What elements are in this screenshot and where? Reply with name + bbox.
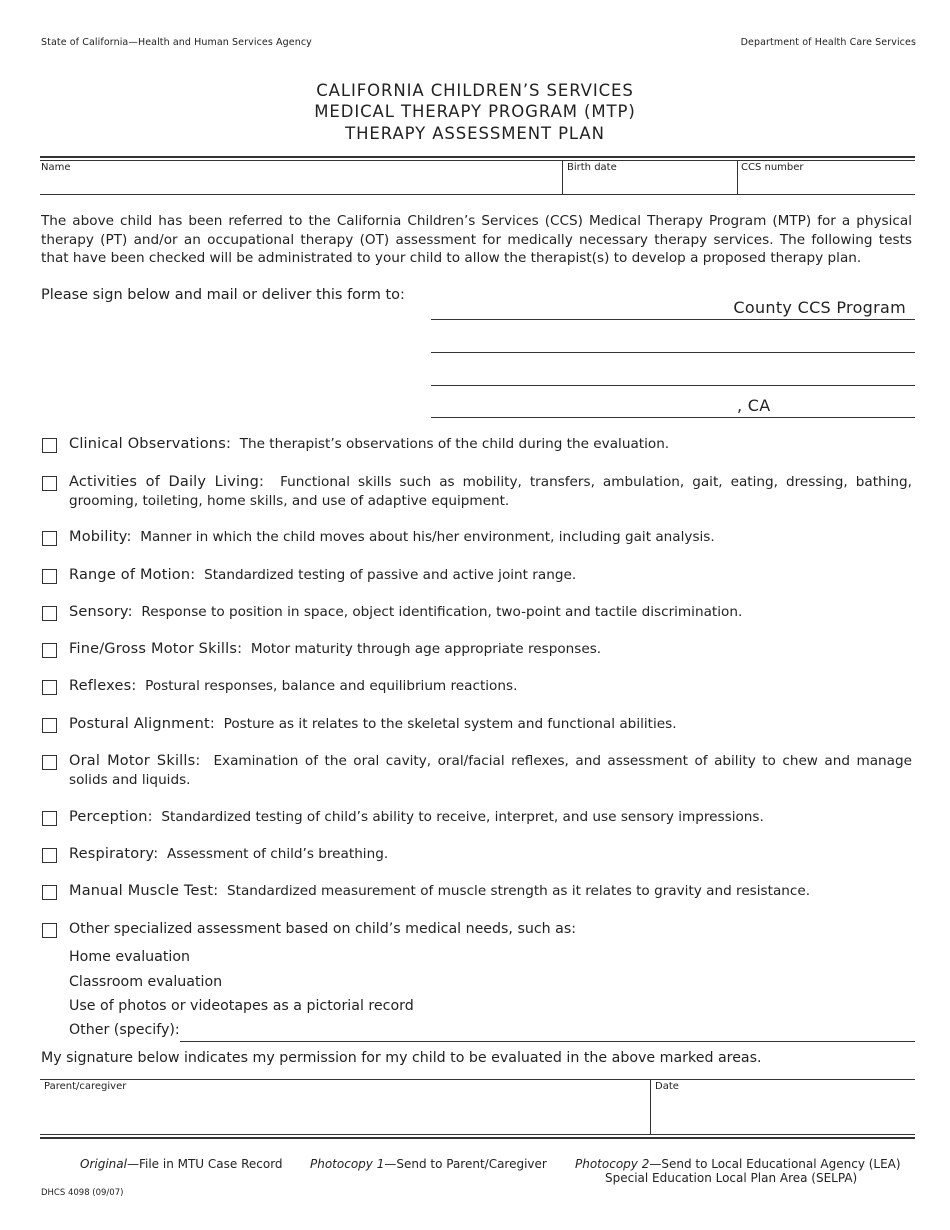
assessment-activities-daily-living — [69, 473, 912, 510]
assessment-name: Range of Motion: — [69, 567, 196, 583]
form-title-line3: THERAPY ASSESSMENT PLAN — [345, 124, 605, 143]
assessment-name: Perception: — [69, 809, 153, 825]
county-program-text: County CCS Program — [733, 298, 906, 317]
distribution-label: Photocopy 2— — [575, 1157, 662, 1171]
name-label: Name — [41, 162, 71, 173]
checkbox-respiratory[interactable] — [42, 848, 57, 863]
other-specify-label: Other (specify): — [69, 1022, 180, 1038]
assessment-perception — [69, 808, 912, 827]
double-rule-top — [40, 1134, 915, 1135]
ccs-number-label: CCS number — [741, 162, 804, 173]
checkbox-postural-alignment[interactable] — [42, 718, 57, 733]
checkbox-mobility[interactable] — [42, 531, 57, 546]
double-rule-top — [40, 156, 915, 158]
form-title-line2: MEDICAL THERAPY PROGRAM (MTP) — [314, 102, 636, 121]
checkbox-reflexes[interactable] — [42, 680, 57, 695]
assessment-fine-gross-motor — [69, 640, 912, 659]
distribution-copy1 — [310, 1157, 547, 1171]
assessment-name: Oral Motor Skills: — [69, 753, 201, 769]
other-specify-field[interactable] — [180, 1041, 915, 1042]
assessment-description: Functional skills such as mobility, transfers, ambulation, gait, eating, dressing, bathing, grooming, toileting, home skills, and use of adaptive equipment. — [69, 474, 912, 509]
distribution-text: File in MTU Case Record — [138, 1157, 283, 1171]
assessment-description: Response to position in space, object identification, two-point and tactile discrimination. — [141, 604, 743, 620]
mailing-instruction: Please sign below and mail or deliver this form to: — [41, 287, 405, 303]
distribution-label: Original— — [80, 1157, 139, 1171]
assessment-description: Manner in which the child moves about his/her environment, including gait analysis. — [140, 529, 715, 545]
form-id: DHCS 4098 (09/07) — [41, 1188, 124, 1198]
name-field[interactable] — [40, 160, 562, 194]
distribution-copy2 — [575, 1157, 901, 1171]
checkbox-other-specialized[interactable] — [42, 923, 57, 938]
checkbox-oral-motor[interactable] — [42, 755, 57, 770]
assessment-description: Assessment of child’s breathing. — [166, 846, 389, 862]
assessment-respiratory — [69, 845, 912, 864]
distribution-text: Send to Parent/Caregiver — [396, 1157, 547, 1171]
option-photos-videotapes: Use of photos or videotapes as a pictorial record — [69, 998, 414, 1014]
assessment-name: Activities of Daily Living: — [69, 474, 265, 490]
assessment-name: Respiratory: — [69, 846, 159, 862]
department-header: Department of Health Care Services — [740, 37, 916, 48]
permission-statement: My signature below indicates my permission for my child to be evaluated in the above marked areas. — [41, 1050, 762, 1066]
address-line-3[interactable] — [431, 385, 915, 386]
assessment-name: Fine/Gross Motor Skills: — [69, 641, 243, 657]
assessment-name: Sensory: — [69, 604, 133, 620]
distribution-label: Photocopy 1— — [310, 1157, 397, 1171]
address-line-4[interactable] — [431, 417, 915, 418]
birth-date-field[interactable] — [563, 160, 737, 194]
checkbox-activities-daily-living[interactable] — [42, 476, 57, 491]
field-bottom-rule — [40, 194, 915, 195]
ccs-number-field[interactable] — [738, 160, 915, 194]
assessment-description: Standardized testing of child’s ability to receive, interpret, and use sensory impressions. — [161, 809, 764, 825]
assessment-manual-muscle-test — [69, 882, 912, 901]
parent-signature-field[interactable] — [40, 1080, 650, 1134]
assessment-postural-alignment — [69, 715, 912, 734]
assessment-description: The therapist’s observations of the child during the evaluation. — [239, 436, 670, 452]
assessment-description: Standardized testing of passive and active joint range. — [204, 567, 577, 583]
assessment-sensory — [69, 603, 912, 622]
assessment-description: Motor maturity through age appropriate responses. — [250, 641, 602, 657]
assessment-range-of-motion — [69, 566, 912, 585]
assessment-mobility — [69, 528, 912, 547]
distribution-original — [80, 1157, 283, 1171]
checkbox-clinical-observations[interactable] — [42, 438, 57, 453]
checkbox-range-of-motion[interactable] — [42, 569, 57, 584]
checkbox-manual-muscle-test[interactable] — [42, 885, 57, 900]
checkbox-fine-gross-motor[interactable] — [42, 643, 57, 658]
assessment-name: Reflexes: — [69, 678, 137, 694]
assessment-name: Clinical Observations: — [69, 436, 232, 452]
checkbox-sensory[interactable] — [42, 606, 57, 621]
assessment-description: Standardized measurement of muscle strength as it relates to gravity and resistance. — [226, 883, 811, 899]
birth-date-label: Birth date — [567, 162, 617, 173]
option-classroom-evaluation: Classroom evaluation — [69, 974, 223, 990]
assessment-oral-motor — [69, 752, 912, 789]
address-line-2[interactable] — [431, 352, 915, 353]
distribution-text: Send to Local Educational Agency (LEA) — [661, 1157, 901, 1171]
assessment-name: Postural Alignment: — [69, 716, 215, 732]
assessment-description: Examination of the oral cavity, oral/facial reflexes, and assessment of ability to chew and manage solids and liquids. — [69, 753, 912, 788]
assessment-description: Postural responses, balance and equilibrium reactions. — [145, 678, 518, 694]
intro-paragraph: The above child has been referred to the California Children’s Services (CCS) Medical Therapy Program (MTP) for a physical therapy (PT) and/or an occupational therapy (OT) assessment for medically necessary therapy services. The following tests that have been checked will be administrated to your child to allow the therapist(s) to develop a proposed therapy plan. — [41, 213, 912, 267]
address-line-1[interactable] — [431, 319, 915, 320]
date-label: Date — [655, 1081, 679, 1092]
assessment-description: Posture as it relates to the skeletal system and functional abilities. — [223, 716, 677, 732]
assessment-name: Mobility: — [69, 529, 132, 545]
distribution-copy2-line2: Special Education Local Plan Area (SELPA) — [605, 1171, 858, 1185]
assessment-other-specialized: Other specialized assessment based on child’s medical needs, such as: — [69, 921, 577, 937]
agency-header: State of California—Health and Human Services Agency — [41, 37, 312, 48]
checkbox-perception[interactable] — [42, 811, 57, 826]
double-rule-bottom — [40, 1137, 915, 1139]
assessment-name: Manual Muscle Test: — [69, 883, 219, 899]
assessment-reflexes — [69, 677, 912, 696]
option-home-evaluation: Home evaluation — [69, 949, 191, 965]
date-field[interactable] — [651, 1080, 915, 1134]
state-suffix: , CA — [737, 396, 771, 415]
form-title-line1: CALIFORNIA CHILDREN’S SERVICES — [316, 81, 634, 100]
parent-caregiver-label: Parent/caregiver — [44, 1081, 127, 1092]
assessment-clinical-observations — [69, 435, 912, 454]
